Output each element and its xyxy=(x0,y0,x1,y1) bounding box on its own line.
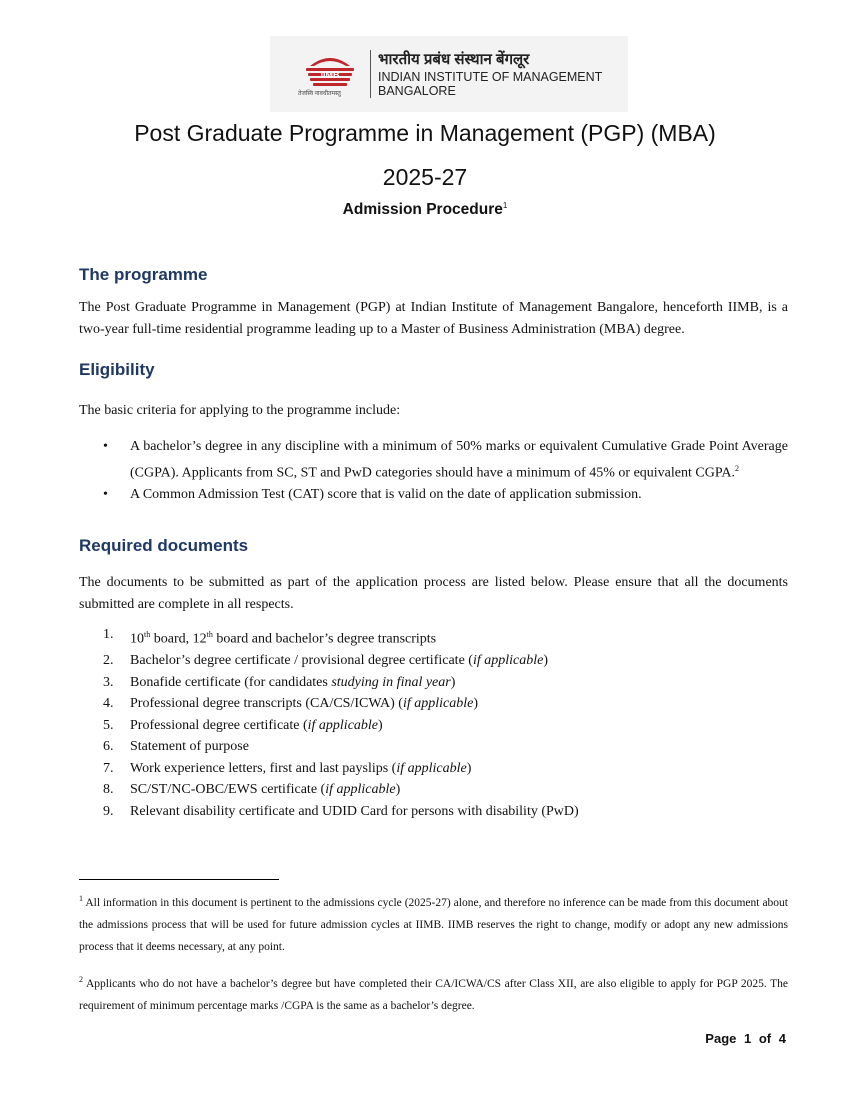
doc-text: Professional degree transcripts (CA/CS/ICWA) ( xyxy=(130,696,403,712)
footnote-mark: 1 xyxy=(79,894,83,903)
list-number: 5. xyxy=(103,717,114,733)
page-total: 4 xyxy=(778,1031,786,1046)
heading-required-documents: Required documents xyxy=(79,536,249,555)
doc-qualifier: if applicable xyxy=(402,696,474,712)
page-number xyxy=(703,1031,788,1046)
doc-text: Bachelor’s degree certificate / provisional degree certificate ( xyxy=(130,653,473,669)
doc-text-end: ) xyxy=(543,653,549,669)
footnote-ref-1: 1 xyxy=(502,201,508,210)
page-label: Page xyxy=(705,1031,737,1046)
heading-eligibility: Eligibility xyxy=(79,360,155,379)
footnote-ref-2: 2 xyxy=(734,463,739,473)
footnote-1 xyxy=(79,888,788,958)
list-item xyxy=(79,484,788,506)
logo-city: BANGALORE xyxy=(378,84,456,98)
list-item xyxy=(79,715,788,737)
footnote-2 xyxy=(79,969,788,1017)
list-number: 8. xyxy=(103,782,114,798)
eligibility-item-text: A Common Admission Test (CAT) score that is valid on the date of application submission. xyxy=(130,486,642,502)
footnote-text: Applicants who do not have a bachelor’s degree but have completed their CA/ICWA/CS after Class XII, are also eligible to apply for PGP 2025. The requirement of minimum percentage marks /CGPA is the same as a bachelor’s degree. xyxy=(79,977,788,1012)
doc-text: SC/ST/NC-OBC/EWS certificate ( xyxy=(130,782,326,798)
doc-text: Relevant disability certificate and UDID Card for persons with disability (PwD) xyxy=(130,803,579,819)
list-number: 7. xyxy=(103,760,114,776)
eligibility-list xyxy=(79,436,788,505)
list-item xyxy=(79,801,788,823)
page-current: 1 xyxy=(744,1031,752,1046)
doc-qualifier: if applicable xyxy=(325,782,396,798)
doc-qualifier: if applicable xyxy=(472,653,544,669)
document-year: 2025-27 xyxy=(382,164,468,190)
iimb-mark-text: IIMB xyxy=(320,70,340,80)
doc-text-end: ) xyxy=(466,760,472,776)
doc-qualifier: if applicable xyxy=(396,760,467,776)
footnote-separator xyxy=(79,879,279,880)
doc-text: Bonafide certificate (for candidates xyxy=(130,674,332,690)
document-title: Post Graduate Programme in Management (PGP) (MBA) xyxy=(134,120,716,146)
list-number: 2. xyxy=(103,653,114,669)
doc-text: Professional degree certificate ( xyxy=(130,717,308,733)
doc-text: board, 12 xyxy=(150,631,207,647)
doc-qualifier: if applicable xyxy=(307,717,379,733)
page-of-label: of xyxy=(758,1031,772,1046)
doc-text-end: ) xyxy=(395,782,401,798)
list-number: 1. xyxy=(103,627,114,642)
logo-divider xyxy=(370,50,371,98)
doc-text: Statement of purpose xyxy=(130,739,249,755)
doc-text: board and bachelor’s degree transcripts xyxy=(212,631,437,647)
documents-intro: The documents to be submitted as part of the application process are listed below. Please ensure that all the documents submitted are complete in all respects. xyxy=(79,575,788,612)
list-item xyxy=(79,650,788,672)
list-item xyxy=(79,436,788,484)
list-item xyxy=(79,736,788,758)
subtitle-text: Admission Procedure xyxy=(342,201,503,219)
programme-paragraph: The Post Graduate Programme in Management (PGP) at Indian Institute of Management Bangalore, henceforth IIMB, is a two-year full-time residential programme leading up to a Master of Business Administration (MBA) degree. xyxy=(79,300,788,337)
doc-text: 10 xyxy=(130,631,144,647)
ordinal-suffix: th xyxy=(144,630,151,639)
footnote-mark: 2 xyxy=(79,975,83,984)
footnote-text: All information in this document is pertinent to the admissions cycle (2025-27) alone, and therefore no inference can be made from this document about the admissions process that will be used for future admission cycles at IIMB. IIMB reserves the right to change, modify or adopt any new admissions process that it deems necessary, at any point. xyxy=(79,896,788,953)
list-number: 6. xyxy=(103,739,114,755)
heading-programme: The programme xyxy=(79,265,208,284)
document-subtitle xyxy=(0,201,850,219)
list-item xyxy=(79,779,788,801)
list-number: 3. xyxy=(103,674,114,690)
bullet-marker: • xyxy=(103,439,108,454)
eligibility-intro: The basic criteria for applying to the programme include: xyxy=(79,403,401,418)
bullet-marker: • xyxy=(103,486,108,502)
doc-text-end: ) xyxy=(450,674,456,690)
iimb-emblem-icon xyxy=(300,54,360,94)
documents-list xyxy=(79,624,788,822)
list-item xyxy=(79,693,788,715)
doc-text-end: ) xyxy=(378,717,383,733)
iimb-logo xyxy=(270,36,628,112)
list-item xyxy=(79,672,788,694)
logo-hindi-name: भारतीय प्रबंध संस्थान बेंगलूर xyxy=(378,51,530,68)
ordinal-suffix: th xyxy=(206,630,213,639)
list-number: 9. xyxy=(103,803,114,819)
doc-text-end: ) xyxy=(473,696,479,712)
list-item xyxy=(79,758,788,780)
doc-qualifier: studying in final year xyxy=(331,674,451,690)
eligibility-item-text: A bachelor’s degree in any discipline with a minimum of 50% marks or equivalent Cumulative Grade Point Average (CGPA). Applicants from SC, ST and PwD categories should have a minimum of 45% or equivalent CGPA. xyxy=(130,439,788,481)
doc-text: Work experience letters, first and last payslips ( xyxy=(130,760,397,776)
list-number: 4. xyxy=(103,696,114,712)
logo-english-name: INDIAN INSTITUTE OF MANAGEMENT xyxy=(378,70,603,84)
logo-motto: तेजस्वि नावधीतमस्तु xyxy=(298,91,341,97)
list-item xyxy=(79,624,788,650)
